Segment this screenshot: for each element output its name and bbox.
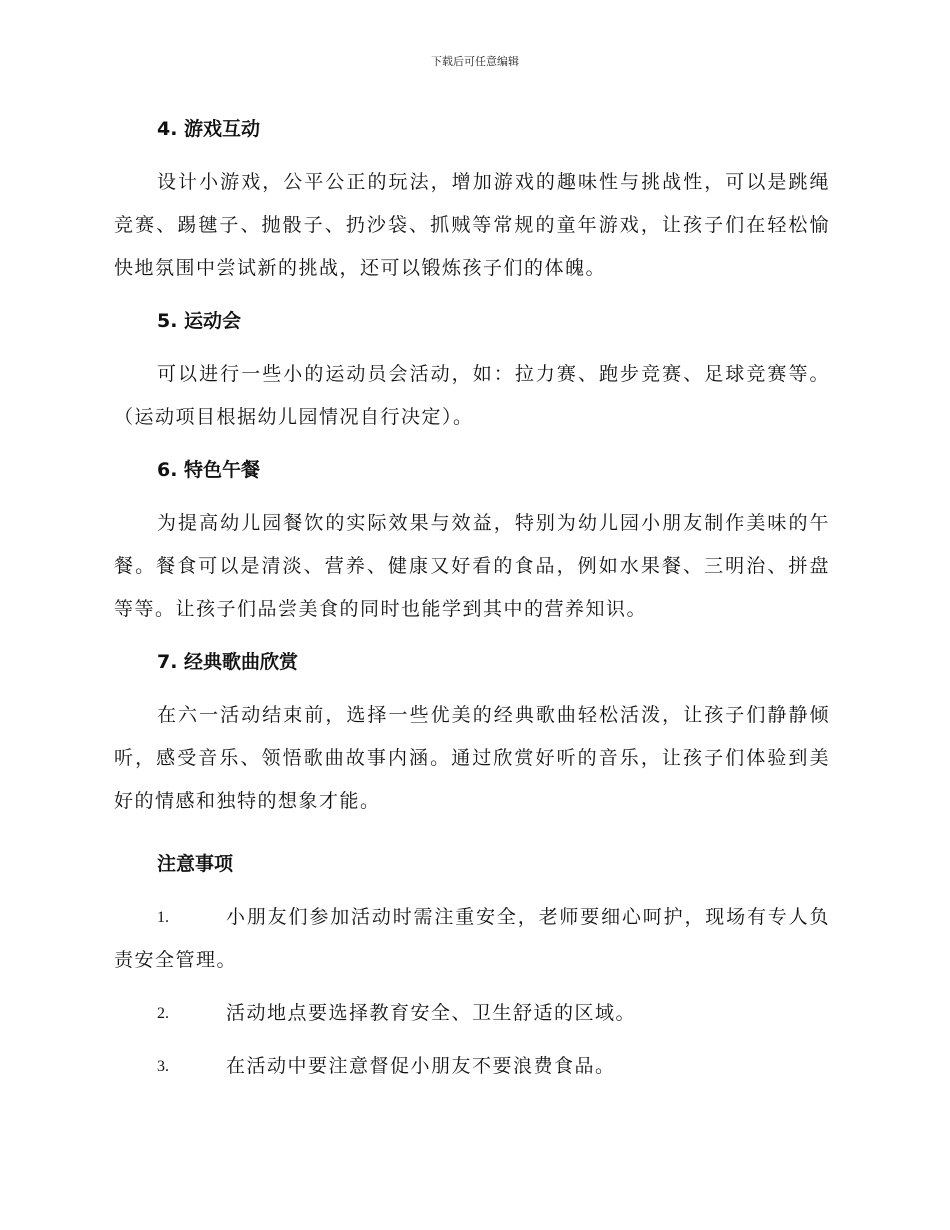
section-body-games: 设计小游戏，公平公正的玩法，增加游戏的趣味性与挑战性，可以是跳绳竞赛、踢毽子、抛骰子、扔沙袋、抓贼等常规的童年游戏，让孩子们在轻松愉快地氛围中尝试新的挑战，还可以锻炼孩子们的体魄。	[114, 171, 830, 279]
page-header: 下载后可任意编辑	[431, 55, 519, 68]
note-text: 在活动中要注意督促小朋友不要浪费食品。	[226, 1055, 616, 1077]
section-heading-games: 4. 游戏互动	[157, 118, 261, 140]
section-body-lunch: 为提高幼儿园餐饮的实际效果与效益，特别为幼儿园小朋友制作美味的午餐。餐食可以是清淡、营养、健康又好看的食品，例如水果餐、三明治、拼盘等等。让孩子们品尝美食的同时也能学到其中的营养知识。	[114, 512, 830, 620]
note-item	[114, 896, 830, 982]
notes-heading: 注意事项	[157, 853, 234, 875]
section-heading-songs: 7. 经典歌曲欣赏	[157, 651, 299, 673]
note-number: 3.	[157, 1058, 169, 1075]
note-item	[114, 1045, 830, 1088]
document-body	[114, 108, 830, 1088]
section-heading-sports: 5. 运动会	[157, 310, 242, 332]
section-heading-lunch: 6. 特色午餐	[157, 459, 261, 481]
note-number: 2.	[157, 1005, 169, 1022]
section-body-sports: 可以进行一些小的运动员会活动，如：拉力赛、跑步竞赛、足球竞赛等。（运动项目根据幼儿园情况自行决定）。	[114, 363, 830, 428]
section-body-songs: 在六一活动结束前，选择一些优美的经典歌曲轻松活泼，让孩子们静静倾听，感受音乐、领悟歌曲故事内涵。通过欣赏好听的音乐，让孩子们体验到美好的情感和独特的想象才能。	[114, 704, 830, 812]
note-item	[114, 992, 830, 1035]
note-text: 活动地点要选择教育安全、卫生舒适的区域。	[226, 1002, 637, 1024]
note-text: 小朋友们参加活动时需注重安全，老师要细心呵护，现场有专人负责安全管理。	[114, 906, 830, 971]
note-number: 1.	[157, 909, 169, 926]
